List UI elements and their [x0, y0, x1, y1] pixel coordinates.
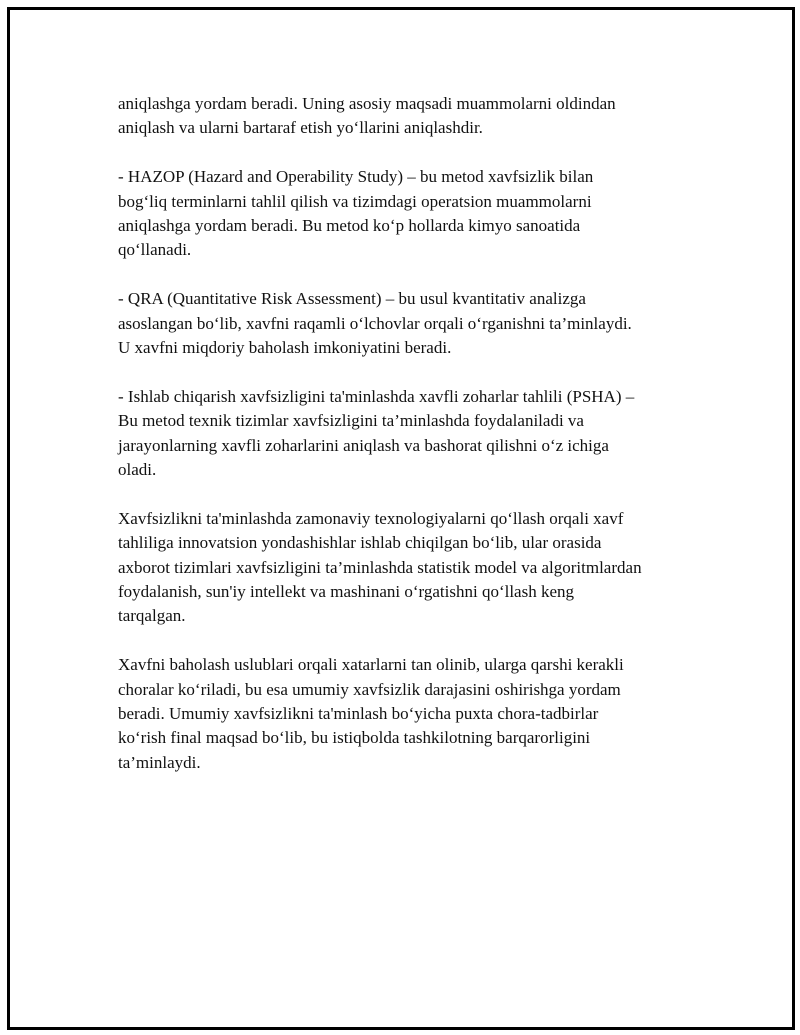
text-line: Bu metod texnik tizimlar xavfsizligini ta’minlashda foydalaniladi va: [118, 411, 584, 431]
text-line: beradi. Umumiy xavfsizlikni ta'minlash bo‘yicha puxta chora-tadbirlar: [118, 704, 599, 724]
text-line: jarayonlarning xavfli zoharlarini aniqlash va bashorat qilishni o‘z ichiga: [118, 435, 609, 455]
text-line: bog‘liq terminlarni tahlil qilish va tizimdagi operatsion muammolarni: [118, 191, 592, 211]
text-line: - Ishlab chiqarish xavfsizligini ta'minlashda xavfli zoharlar tahlili (PSHA) –: [118, 386, 635, 406]
text-line: foydalanish, sun'iy intellekt va mashinani o‘rgatishni qo‘llash keng: [118, 582, 575, 602]
paragraph-qra: [118, 287, 698, 360]
document-body: [118, 92, 698, 800]
paragraph-intro-continuation: [118, 92, 698, 141]
text-line: axborot tizimlari xavfsizligini ta’minlashda statistik model va algoritmlardan: [118, 557, 642, 577]
text-line: choralar ko‘riladi, bu esa umumiy xavfsizlik darajasini oshirishga yordam: [118, 679, 621, 699]
text-line: Xavfni baholash uslublari orqali xatarlarni tan olinib, ularga qarshi kerakli: [118, 655, 624, 675]
text-line: tarqalgan.: [118, 606, 186, 626]
text-line: oladi.: [118, 460, 157, 480]
paragraph-conclusion: [118, 653, 698, 775]
text-line: aniqlashga yordam beradi. Bu metod ko‘p hollarda kimyo sanoatida: [118, 216, 581, 236]
text-line: ko‘rish final maqsad bo‘lib, bu istiqbolda tashkilotning barqarorligini: [118, 728, 591, 748]
paragraph-modern-technologies: [118, 507, 698, 629]
text-line: aniqlashga yordam beradi. Uning asosiy maqsadi muammolarni oldindan: [118, 94, 616, 113]
text-line: aniqlash va ularni bartaraf etish yo‘llarini aniqlashdir.: [118, 118, 483, 138]
text-line: tahliliga innovatsion yondashishlar ishlab chiqilgan bo‘lib, ular orasida: [118, 533, 602, 553]
paragraph-psha: [118, 385, 698, 483]
text-line: - QRA (Quantitative Risk Assessment) – bu usul kvantitativ analizga: [118, 289, 586, 309]
text-line: asoslangan bo‘lib, xavfni raqamli o‘lchovlar orqali o‘rganishni ta’minlaydi.: [118, 313, 632, 333]
text-line: qo‘llanadi.: [118, 240, 192, 260]
text-line: - HAZOP (Hazard and Operability Study) – bu metod xavfsizlik bilan: [118, 167, 594, 187]
text-line: U xavfni miqdoriy baholash imkoniyatini beradi.: [118, 338, 452, 358]
text-line: Xavfsizlikni ta'minlashda zamonaviy texnologiyalarni qo‘llash orqali xavf: [118, 508, 624, 528]
text-line: ta’minlaydi.: [118, 752, 201, 772]
paragraph-hazop: [118, 165, 698, 263]
